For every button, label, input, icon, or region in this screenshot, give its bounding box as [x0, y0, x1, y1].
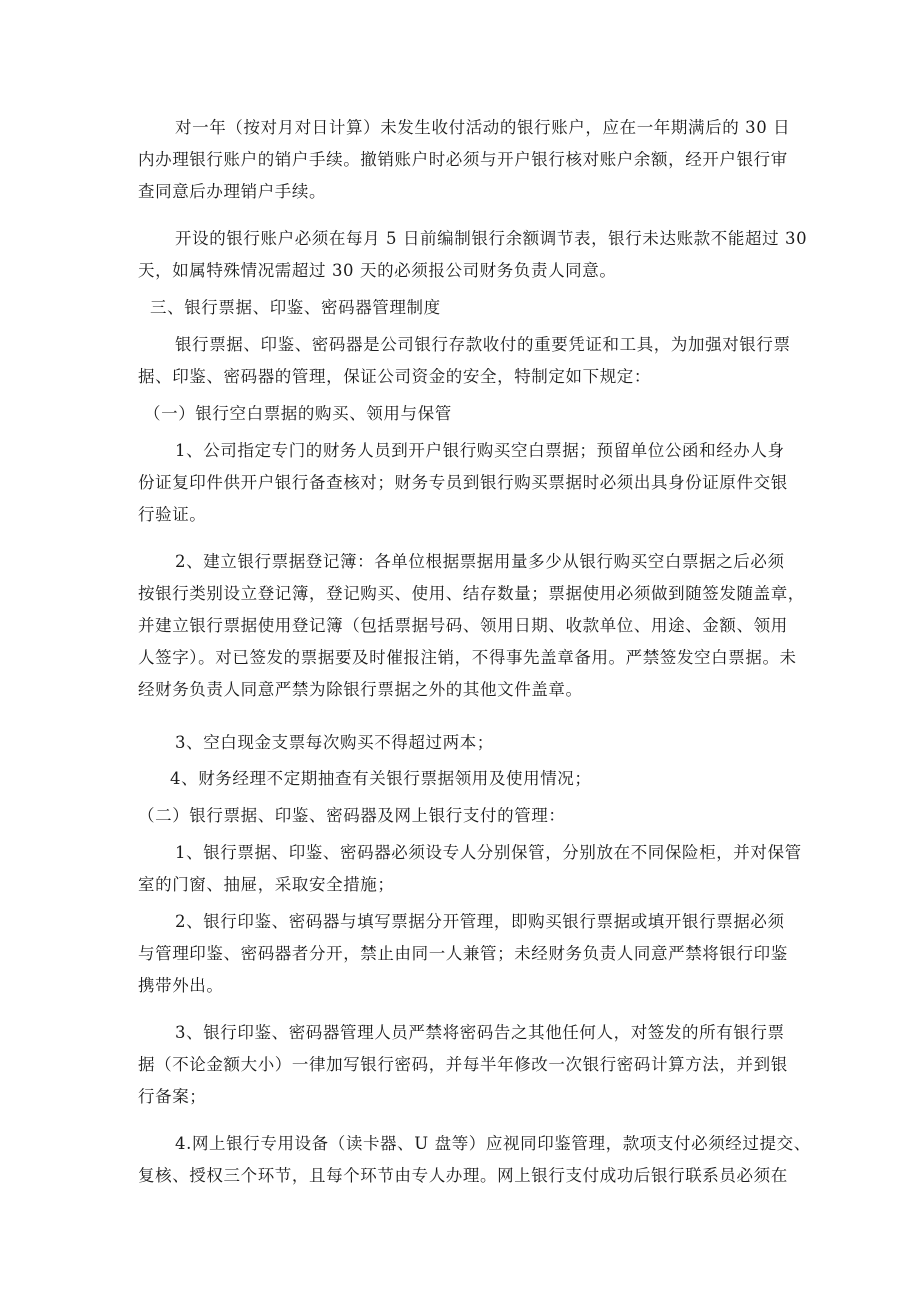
paragraph-line: 2、银行印鉴、密码器与填写票据分开管理，即购买银行票据或填开银行票据必须: [175, 912, 785, 931]
paragraph-line: 份证复印件供开户银行备查核对；财务专员到银行购买票据时必须出具身份证原件交银: [138, 473, 788, 492]
subsection-heading: （一）银行空白票据的购买、领用与保管: [144, 404, 452, 423]
paragraph-line: 2、建立银行票据登记簿：各单位根据票据用量多少从银行购买空白票据之后必须: [175, 552, 785, 571]
section-heading: 三、银行票据、印鉴、密码器管理制度: [150, 298, 441, 317]
paragraph-line: 行验证。: [138, 505, 207, 524]
paragraph-line: 内办理银行账户的销户手续。撤销账户时必须与开户银行核对账户余额，经开户银行审: [138, 150, 788, 169]
paragraph-line: 复核、授权三个环节，且每个环节由专人办理。网上银行支付成功后银行联系员必须在: [138, 1166, 788, 1185]
paragraph-line: 4.网上银行专用设备（读卡器、U 盘等）应视同印鉴管理，款项支付必须经过提交、: [175, 1134, 811, 1153]
paragraph-line: 开设的银行账户必须在每月 5 日前编制银行余额调节表，银行未达账款不能超过 30: [175, 229, 808, 248]
paragraph-line: 并建立银行票据使用登记簿（包括票据号码、领用日期、收款单位、用途、金额、领用: [138, 616, 788, 635]
paragraph-line: 据（不论金额大小）一律加写银行密码，并每半年修改一次银行密码计算方法，并到银: [138, 1055, 788, 1074]
paragraph-line: 经财务负责人同意严禁为除银行票据之外的其他文件盖章。: [138, 680, 583, 699]
subsection-heading: （二）银行票据、印鉴、密码器及网上银行支付的管理：: [138, 806, 566, 825]
paragraph-line: 1、银行票据、印鉴、密码器必须设专人分别保管，分别放在不同保险柜，并对保管: [175, 843, 802, 862]
paragraph-line: 3、空白现金支票每次购买不得超过两本；: [175, 733, 494, 752]
paragraph-line: 天，如属特殊情况需超过 30 天的必须报公司财务负责人同意。: [138, 261, 617, 280]
paragraph-line: 与管理印鉴、密码器者分开，禁止由同一人兼管；未经财务负责人同意严禁将银行印鉴: [138, 944, 788, 963]
paragraph-line: 对一年（按对月对日计算）未发生收付活动的银行账户，应在一年期满后的 30 日: [175, 118, 791, 137]
paragraph-line: 4、财务经理不定期抽查有关银行票据领用及使用情况；: [170, 769, 592, 788]
paragraph-line: 3、银行印鉴、密码器管理人员严禁将密码告之其他任何人，对签发的所有银行票: [175, 1023, 785, 1042]
paragraph-line: 行备案；: [138, 1087, 207, 1106]
paragraph-line: 查同意后办理销户手续。: [138, 182, 327, 201]
paragraph-line: 按银行类别设立登记簿，登记购买、使用、结存数量；票据使用必须做到随签发随盖章，: [138, 584, 805, 603]
paragraph-line: 人签字）。对已签发的票据要及时催报注销，不得事先盖章备用。严禁签发空白票据。未: [138, 648, 797, 667]
paragraph-line: 银行票据、印鉴、密码器是公司银行存款收付的重要凭证和工具，为加强对银行票: [175, 335, 791, 354]
paragraph-line: 1、公司指定专门的财务人员到开户银行购买空白票据；预留单位公函和经办人身: [175, 441, 785, 460]
paragraph-line: 据、印鉴、密码器的管理，保证公司资金的安全，特制定如下规定：: [138, 367, 651, 386]
paragraph-line: 携带外出。: [138, 976, 224, 995]
paragraph-line: 室的门窗、抽屉，采取安全措施；: [138, 875, 395, 894]
